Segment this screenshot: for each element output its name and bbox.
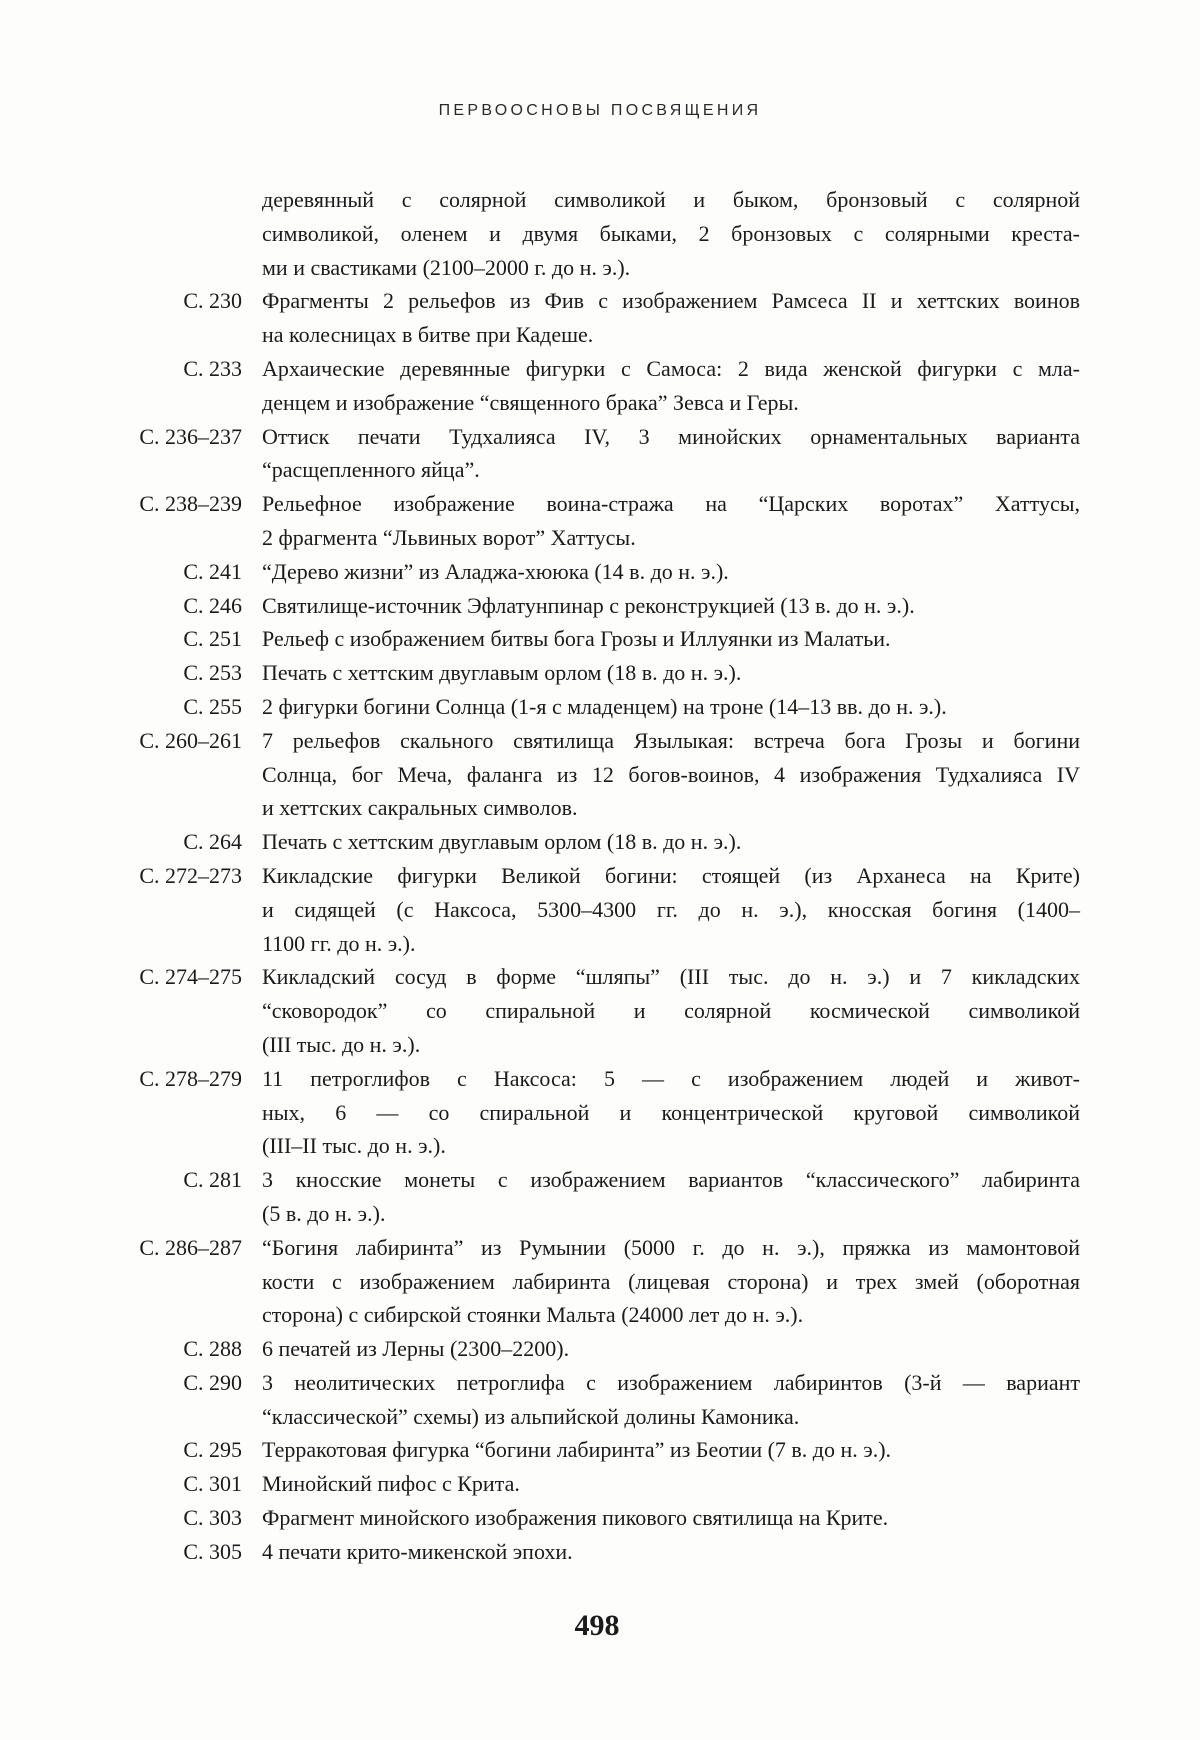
entry-line: Фрагмент минойского изображения пикового святилища на Крите. [262,1505,889,1531]
entry-line: 4 печати крито-микенской эпохи. [262,1538,573,1564]
page-ref: С. 238–239 [139,491,242,517]
entry-line: ных, 6 — со спиральной и концентрической круговой символикой [262,1099,1080,1125]
entry-line: 6 печатей из Лерны (2300–2200). [262,1336,570,1362]
index-entry [0,859,1200,960]
index-entry [0,284,1200,352]
page-ref: С. 303 [183,1505,242,1531]
entry-line: символикой, оленем и двумя быками, 2 бронзовых с солярными креста- [262,220,1080,246]
index-entry [0,420,1200,488]
entry-text [262,284,1080,352]
page-ref: С. 236–237 [139,423,242,449]
page-ref: С. 230 [183,288,242,314]
index-entry [0,622,1200,656]
page-ref: С. 260–261 [139,727,242,753]
index-entry [0,1062,1200,1163]
page-ref: С. 305 [183,1538,242,1564]
page-ref: С. 253 [183,660,242,686]
entry-line: 3 кносские монеты с изображением вариантов “классического” лабиринта [262,1167,1080,1193]
entry-line: “классической” схемы) из альпийской долины Камоника. [262,1403,800,1429]
entry-text [262,1231,1080,1332]
index-entry [0,1433,1200,1467]
entry-line: “Дерево жизни” из Аладжа-хююка (14 в. до н. э.). [262,558,729,584]
entry-line: Кикладский сосуд в форме “шляпы” (III тыс. до н. э.) и 7 кикладских [262,964,1080,990]
entry-line: 3 неолитических петроглифа с изображением лабиринтов (3-й — вариант [262,1369,1080,1395]
index-entry [0,1332,1200,1366]
entry-line: Архаические деревянные фигурки с Самоса: 2 вида женской фигурки с мла- [262,355,1080,381]
entry-line: Рельефное изображение воина-стража на “Царских воротах” Хаттусы, [262,491,1080,517]
page-ref: С. 272–273 [139,862,242,888]
entry-line: “сковородок” со спиральной и солярной космической символикой [262,998,1080,1024]
entry-line: кости с изображением лабиринта (лицевая сторона) и трех змей (оборотная [262,1268,1080,1294]
page-ref [0,183,242,217]
entry-text [262,420,1080,488]
index-entry [0,1163,1200,1231]
entry-text [262,1433,1080,1467]
entry-text [262,555,1080,589]
entry-line: Печать с хеттским двуглавым орлом (18 в. до н. э.). [262,829,742,855]
index-entry [0,825,1200,859]
entry-line: 2 фрагмента “Львиных ворот” Хаттусы. [262,524,636,550]
index-entry [0,1231,1200,1332]
entry-line: “Богиня лабиринта” из Румынии (5000 г. до н. э.), пряжка из мамонтовой [262,1234,1080,1260]
index-entry [0,724,1200,825]
page-ref: С. 301 [183,1471,242,1497]
entry-line: 1100 гг. до н. э.). [262,930,416,956]
entry-text [262,690,1080,724]
entry-text [262,859,1080,960]
entry-line: на колесницах в битве при Кадеше. [262,322,594,348]
entry-line: Солнца, бог Меча, фаланга из 12 богов-воинов, 4 изображения Тудхалияса IV [262,761,1080,787]
entry-text [262,960,1080,1061]
page-ref: С. 241 [183,558,242,584]
page-ref: С. 288 [183,1336,242,1362]
index-entry [0,690,1200,724]
entry-text [262,825,1080,859]
page-ref: С. 274–275 [139,964,242,990]
page-ref: С. 286–287 [139,1234,242,1260]
index-entry [0,1535,1200,1569]
entry-line: Святилище-источник Эфлатунпинар с реконструкцией (13 в. до н. э.). [262,592,915,618]
entry-line: Минойский пифос с Крита. [262,1471,520,1497]
entry-line: (III–II тыс. до н. э.). [262,1133,446,1159]
entry-line: Печать с хеттским двуглавым орлом (18 в. до н. э.). [262,660,742,686]
entry-line: (5 в. до н. э.). [262,1200,386,1226]
entry-line: “расщепленного яйца”. [262,457,480,483]
entry-line: 11 петроглифов с Наксоса: 5 — с изображением людей и живот- [262,1065,1080,1091]
entry-text [262,352,1080,420]
index-entry [0,589,1200,623]
entry-text [262,1535,1080,1569]
entry-text [262,1467,1080,1501]
index-entry [0,352,1200,420]
page-ref: С. 255 [183,693,242,719]
page-ref: С. 281 [183,1167,242,1193]
entry-text [262,589,1080,623]
index-entry [0,487,1200,555]
entry-line: 7 рельефов скального святилища Язылыкая: встреча бога Грозы и богини [262,727,1080,753]
entry-text [262,622,1080,656]
entry-line: деревянный с солярной символикой и быком, бронзовый с солярной [262,187,1080,212]
entry-line: 2 фигурки богини Солнца (1-я с младенцем) на троне (14–13 вв. до н. э.). [262,693,947,719]
entry-text [262,724,1080,825]
entry-text [262,1501,1080,1535]
page-ref: С. 290 [183,1369,242,1395]
index-entry [0,1467,1200,1501]
entry-text [262,1332,1080,1366]
running-title: ПЕРВООСНОВЫ ПОСВЯЩЕНИЯ [438,102,762,119]
entry-line: Кикладские фигурки Великой богини: стоящей (из Арханеса на Крите) [262,862,1080,888]
page-ref: С. 295 [183,1437,242,1463]
entry-line: сторона) с сибирской стоянки Мальта (24000 лет до н. э.). [262,1302,804,1328]
index-entry [0,960,1200,1061]
entry-line: и хеттских сакральных символов. [262,795,578,821]
entry-text [262,183,1080,284]
entry-text [262,1163,1080,1231]
illustration-index [0,183,1200,1569]
index-entry [0,183,1200,284]
page-ref: С. 278–279 [139,1065,242,1091]
entry-text [262,1366,1080,1434]
entry-line: Рельеф с изображением битвы бога Грозы и Иллуянки из Малатьи. [262,626,891,652]
index-entry [0,1366,1200,1434]
entry-line: и сидящей (с Наксоса, 5300–4300 гг. до н. э.), кносская богиня (1400– [262,896,1080,922]
entry-line: ми и свастиками (2100–2000 г. до н. э.). [262,254,631,280]
entry-line: Оттиск печати Тудхалияса IV, 3 минойских орнаментальных варианта [262,423,1080,449]
page-ref: С. 233 [183,355,242,381]
index-entry [0,1501,1200,1535]
entry-text [262,1062,1080,1163]
page-ref: С. 264 [183,829,242,855]
entry-line: (III тыс. до н. э.). [262,1031,421,1057]
index-entry [0,555,1200,589]
entry-line: Фрагменты 2 рельефов из Фив с изображением Рамсеса II и хеттских воинов [262,288,1080,314]
page-ref: С. 251 [183,626,242,652]
entry-line: Терракотовая фигурка “богини лабиринта” из Беотии (7 в. до н. э.). [262,1437,892,1463]
index-entry [0,656,1200,690]
entry-line: денцем и изображение “священного брака” Зевса и Геры. [262,389,799,415]
entry-text [262,656,1080,690]
entry-text [262,487,1080,555]
page-ref: С. 246 [183,592,242,618]
page-number: 498 [574,1609,620,1642]
